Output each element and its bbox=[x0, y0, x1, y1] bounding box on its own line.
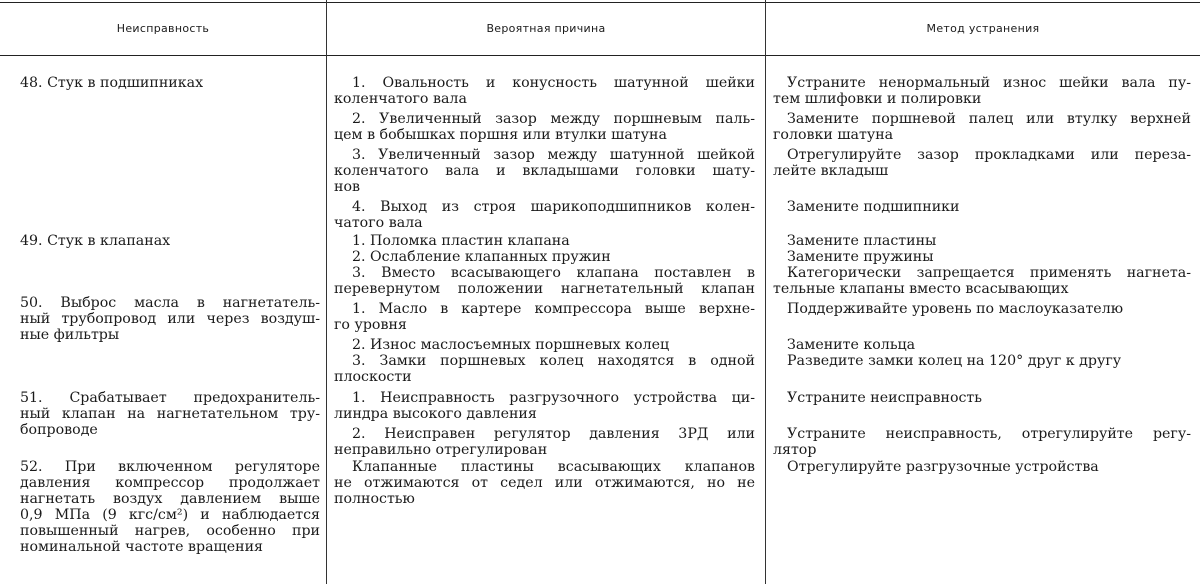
fault-49: 49. Стук в клапанах bbox=[20, 233, 171, 249]
remedy-line: тельные клапаны вместо всасывающих bbox=[773, 281, 1069, 297]
remedy-line: Устраните неисправность, отрегулируйте регу- bbox=[787, 426, 1191, 442]
remedy-line: Поддерживайте уровень по маслоуказателю bbox=[787, 301, 1124, 317]
cause-line: 3. Увеличенный зазор между шатунной шейкой bbox=[352, 147, 755, 163]
column-divider-2 bbox=[765, 0, 766, 584]
fault-52-line: давления компрессор продолжает bbox=[20, 475, 320, 491]
fault-50-line: ные фильтры bbox=[20, 327, 120, 343]
remedy-line: Замените поршневой палец или втулку верхней bbox=[787, 111, 1191, 127]
cause-line: коленчатого вала и вкладышами головки шату- bbox=[334, 163, 755, 179]
cause-line: 3. Замки поршневых колец находятся в одной bbox=[352, 353, 755, 369]
remedy-line: Замените кольца bbox=[787, 337, 916, 353]
fault-52-line: номинальной частоте вращения bbox=[20, 539, 264, 555]
cause-line: 2. Ослабление клапанных пружин bbox=[352, 249, 611, 265]
remedy-line: Замените пружины bbox=[787, 249, 934, 265]
fault-51-line: бопроводе bbox=[20, 422, 98, 438]
cause-line: 1. Масло в картере компрессора выше верхне- bbox=[352, 301, 755, 317]
remedy-line: Устраните неисправность bbox=[787, 390, 983, 406]
remedy-line: Устраните ненормальный износ шейки вала пу- bbox=[787, 75, 1191, 91]
cause-line: линдра высокого давления bbox=[334, 406, 537, 422]
fault-51-line: ный клапан на нагнетательном тру- bbox=[20, 406, 320, 422]
fault-52-line: 52. При включенном регуляторе bbox=[20, 459, 320, 475]
remedy-line: Отрегулируйте разгрузочные устройства bbox=[787, 459, 1099, 475]
header-cause: Вероятная причина bbox=[486, 21, 606, 35]
cause-line: 4. Выход из строя шарикоподшипников колен- bbox=[352, 199, 755, 215]
remedy-line: Категорически запрещается применять нагнета- bbox=[787, 265, 1191, 281]
fault-50-line: 50. Выброс масла в нагнетатель- bbox=[20, 295, 320, 311]
header-remedy: Метод устранения bbox=[926, 21, 1040, 35]
remedy-line: головки шатуна bbox=[773, 127, 894, 143]
remedy-line: Отрегулируйте зазор прокладками или переза- bbox=[787, 147, 1191, 163]
remedy-line: тем шлифовки и полировки bbox=[773, 91, 982, 107]
fault-52-line: повышенный нагрев, особенно при bbox=[20, 523, 320, 539]
cause-line: 2. Неисправен регулятор давления 3РД или bbox=[352, 426, 755, 442]
remedy-line: лятор bbox=[773, 442, 817, 458]
cause-line: коленчатого вала bbox=[334, 91, 467, 107]
cause-line: перевернутом положении нагнетательный клапан bbox=[334, 281, 755, 297]
remedy-line: Разведите замки колец на 120° друг к другу bbox=[787, 353, 1122, 369]
cause-line: цем в бобышках поршня или втулки шатуна bbox=[334, 127, 667, 143]
cause-line: 1. Поломка пластин клапана bbox=[352, 233, 570, 249]
header-fault: Неисправность bbox=[116, 21, 210, 35]
fault-50-line: ный трубопровод или через воздуш- bbox=[20, 311, 320, 327]
cause-line: чатого вала bbox=[334, 215, 423, 231]
fault-48: 48. Стук в подшипниках bbox=[20, 75, 204, 91]
cause-line: 2. Увеличенный зазор между поршневым паль- bbox=[352, 111, 755, 127]
column-divider-1 bbox=[326, 0, 327, 584]
remedy-line: лейте вкладыш bbox=[773, 163, 889, 179]
cause-line: Клапанные пластины всасывающих клапанов bbox=[352, 459, 755, 475]
cause-line: неправильно отрегулирован bbox=[334, 442, 548, 458]
fault-51-line: 51. Срабатывает предохранитель- bbox=[20, 390, 320, 406]
cause-line: полностью bbox=[334, 491, 415, 507]
remedy-line: Замените подшипники bbox=[787, 199, 960, 215]
cause-line: 3. Вместо всасывающего клапана поставлен в bbox=[352, 265, 755, 281]
remedy-line: Замените пластины bbox=[787, 233, 937, 249]
cause-line: 2. Износ маслосъемных поршневых колец bbox=[352, 337, 670, 353]
cause-line: нов bbox=[334, 179, 360, 195]
fault-52-line: нагнетать воздух давлением выше bbox=[20, 491, 320, 507]
fault-52-line: 0,9 МПа (9 кгс/см²) и наблюдается bbox=[20, 507, 320, 523]
cause-line: 1. Овальность и конусность шатунной шейки bbox=[352, 75, 755, 91]
cause-line: не отжимаются от седел или отжимаются, но не bbox=[334, 475, 755, 491]
cause-line: 1. Неисправность разгрузочного устройства ци- bbox=[352, 390, 755, 406]
cause-line: плоскости bbox=[334, 369, 412, 385]
cause-line: го уровня bbox=[334, 317, 407, 333]
